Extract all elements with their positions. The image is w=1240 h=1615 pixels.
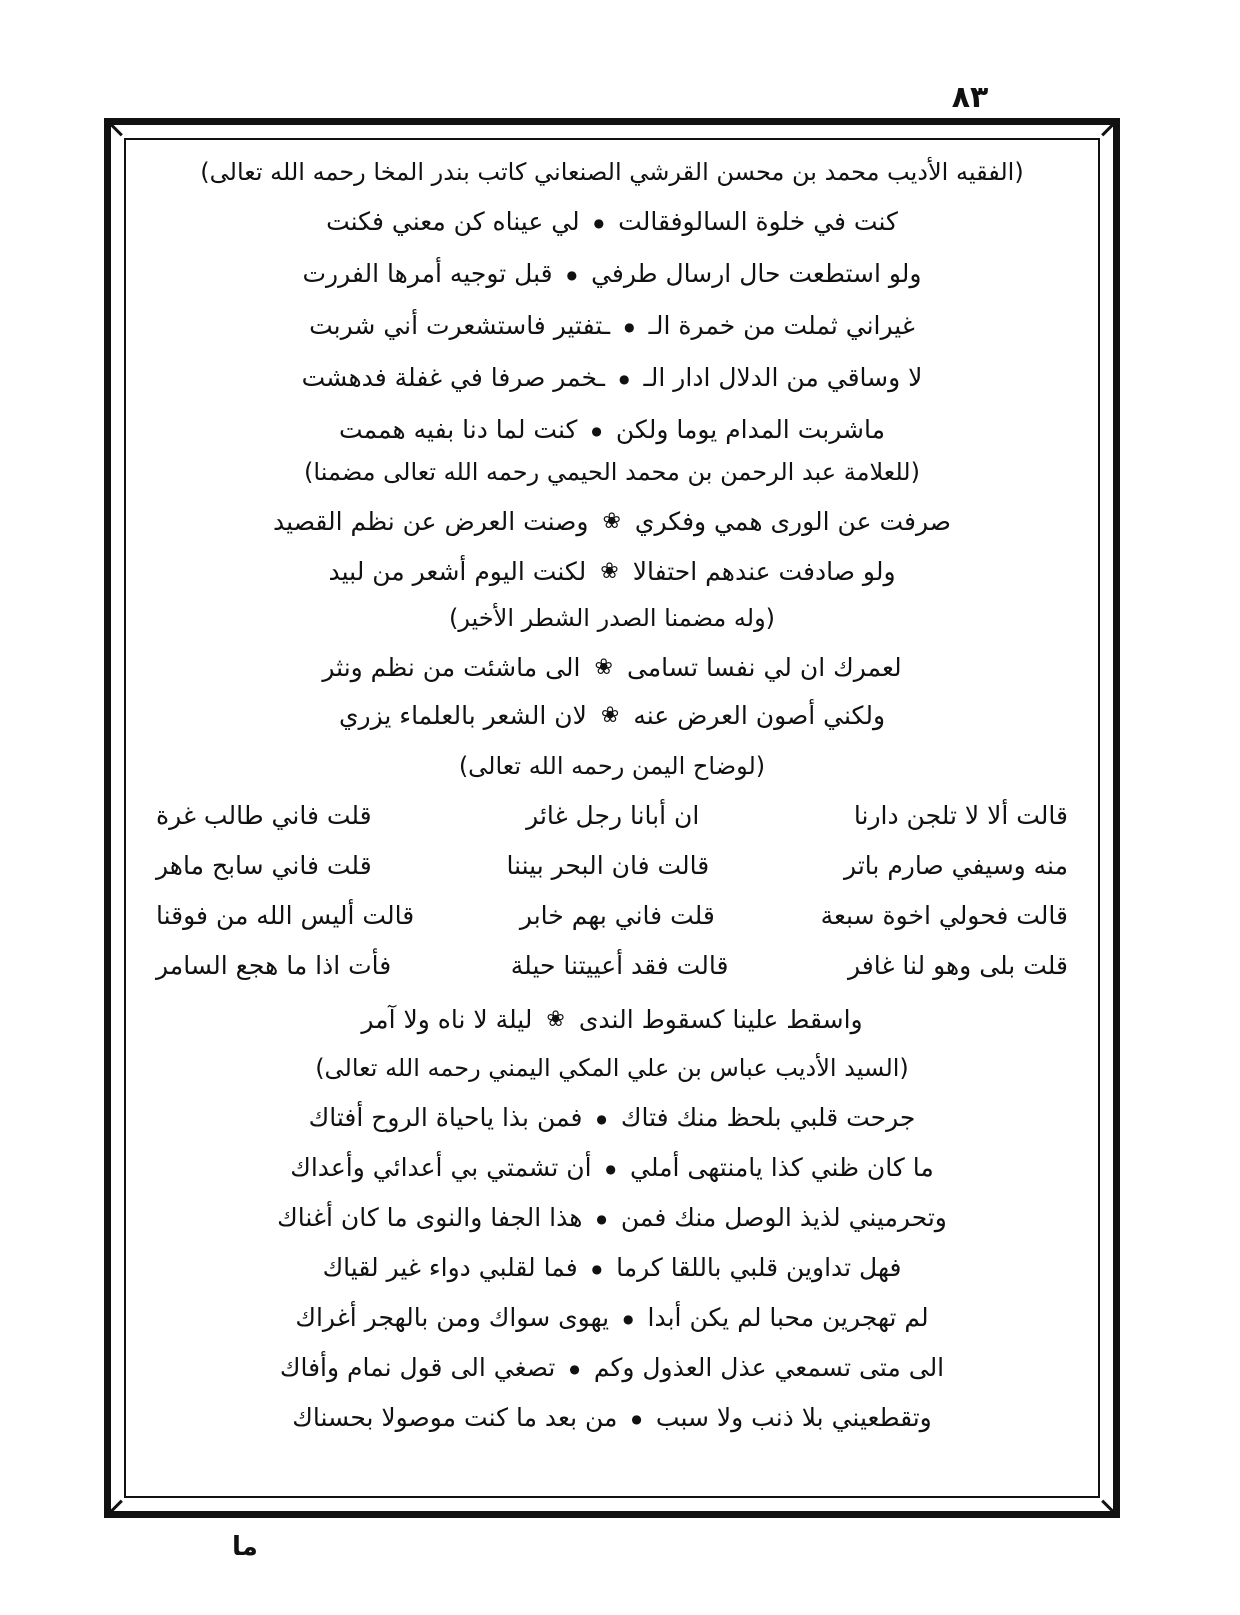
verse-segment: ان أبانا رجل غائر	[526, 801, 700, 830]
muwashshah-line	[140, 944, 1084, 988]
verse-first-hemistich: الى متى تسمعي عذل العذول وكم	[593, 1353, 945, 1382]
verse-line	[140, 252, 1084, 296]
verse-second-hemistich: ـتفتير فاستشعرت أني شربت	[309, 311, 611, 340]
verse-second-hemistich: هذا الجفا والنوى ما كان أغناك	[277, 1203, 583, 1232]
verse-line	[140, 1146, 1084, 1190]
verse-first-hemistich: ولكني أصون العرض عنه	[633, 701, 886, 730]
flower-separator-icon	[601, 694, 619, 739]
flower-separator-icon	[602, 500, 620, 545]
verse-first-hemistich: ماشربت المدام يوما ولكن	[615, 415, 885, 444]
verse-second-hemistich: أن تشمتي بي أعدائي وأعداك	[290, 1153, 592, 1182]
muwashshah-line	[140, 844, 1084, 888]
verse-second-hemistich: تصغي الى قول نمام وأفاك	[279, 1353, 556, 1382]
section-heading: (وله مضمنا الصدر الشطر الأخير)	[448, 604, 776, 632]
section-heading: (السيد الأديب عباس بن علي المكي اليمني رحمه الله تعالى)	[315, 1054, 909, 1082]
verse-line	[140, 1396, 1084, 1440]
section-heading: (للعلامة عبد الرحمن بن محمد الحيمي رحمه الله تعالى مضمنا)	[304, 458, 920, 486]
dot-separator-icon	[623, 1296, 633, 1341]
verse-first-hemistich: ولو استطعت حال ارسال طرفي	[591, 259, 922, 288]
verse-segment: قالت فان البحر بيننا	[506, 851, 710, 880]
verse-second-hemistich: فمن بذا ياحياة الروح أفتاك	[308, 1103, 583, 1132]
verse-second-hemistich: كنت لما دنا بفيه هممت	[339, 415, 578, 444]
poem-content	[140, 150, 1084, 1490]
verse-segment: فأت اذا ما هجع السامر	[156, 951, 392, 980]
verse-first-hemistich: فهل تداوين قلبي باللقا كرما	[616, 1253, 902, 1282]
verse-segment: منه وسيفي صارم باتر	[844, 851, 1068, 880]
verse-first-hemistich: كنت في خلوة السالوفقالت	[618, 207, 898, 236]
verse-line	[140, 694, 1084, 738]
page-number: ٨٣	[951, 80, 989, 115]
verse-line	[140, 304, 1084, 348]
verse-segment: قالت فحولي اخوة سبعة	[820, 901, 1068, 930]
section-heading: (لوضاح اليمن رحمه الله تعالى)	[458, 752, 766, 780]
verse-line	[140, 200, 1084, 244]
dot-separator-icon	[596, 1196, 606, 1241]
dot-separator-icon	[631, 1396, 641, 1441]
verse-first-hemistich: لا وساقي من الدلال ادار الـ	[643, 363, 923, 392]
verse-first-hemistich: ولو صادفت عندهم احتفالا	[632, 557, 896, 586]
verse-segment: قلت فاني بهم خابر	[519, 901, 715, 930]
verse-segment: قالت فقد أعييتنا حيلة	[510, 951, 729, 980]
verse-first-hemistich: جرحت قلبي بلحظ منك فتاك	[620, 1103, 916, 1132]
verse-segment: قالت ألا لا تلجن دارنا	[853, 801, 1068, 830]
verse-second-hemistich: من بعد ما كنت موصولا بحسناك	[292, 1403, 618, 1432]
verse-first-hemistich: لم تهجرين محبا لم يكن أبدا	[647, 1303, 929, 1332]
verse-line	[140, 1246, 1084, 1290]
verse-line	[140, 1096, 1084, 1140]
muwashshah-line	[140, 794, 1084, 838]
verse-line	[140, 1346, 1084, 1390]
verse-first-hemistich: لعمرك ان لي نفسا تسامى	[626, 653, 902, 682]
verse-line	[140, 1296, 1084, 1340]
verse-second-hemistich: ـخمر صرفا في غفلة فدهشت	[301, 363, 605, 392]
flower-separator-icon	[546, 998, 564, 1043]
catchword: ما	[232, 1532, 258, 1562]
verse-second-hemistich: الى ماشئت من نظم ونثر	[322, 653, 581, 682]
verse-second-hemistich: فما لقلبي دواء غير لقياك	[322, 1253, 578, 1282]
section-heading: (الفقيه الأديب محمد بن محسن القرشي الصنعاني كاتب بندر المخا رحمه الله تعالى)	[200, 158, 1024, 186]
verse-second-hemistich: لي عيناه كن معني فكنت	[326, 207, 580, 236]
flower-separator-icon	[600, 550, 618, 595]
dot-separator-icon	[591, 408, 601, 453]
dot-separator-icon	[619, 356, 629, 401]
verse-first-hemistich: ما كان ظني كذا يامنتهى أملي	[630, 1153, 934, 1182]
dot-separator-icon	[596, 1096, 606, 1141]
verse-second-hemistich: ليلة لا ناه ولا آمر	[361, 1005, 533, 1034]
dot-separator-icon	[624, 304, 634, 349]
verse-second-hemistich: لان الشعر بالعلماء يزري	[338, 701, 587, 730]
dot-separator-icon	[594, 200, 604, 245]
verse-second-hemistich: قبل توجيه أمرها الفررت	[302, 259, 553, 288]
verse-first-hemistich: وتقطعيني بلا ذنب ولا سبب	[655, 1403, 932, 1432]
verse-first-hemistich: صرفت عن الورى همي وفكري	[634, 507, 951, 536]
muwashshah-line	[140, 894, 1084, 938]
verse-line	[140, 646, 1084, 690]
verse-line	[140, 500, 1084, 544]
dot-separator-icon	[567, 252, 577, 297]
verse-segment: قلت بلى وهو لنا غافر	[847, 951, 1068, 980]
verse-first-hemistich: واسقط علينا كسقوط الندى	[578, 1005, 863, 1034]
verse-line	[140, 998, 1084, 1042]
verse-line	[140, 408, 1084, 452]
verse-second-hemistich: يهوى سواك ومن بالهجر أغراك	[295, 1303, 610, 1332]
dot-separator-icon	[592, 1246, 602, 1291]
verse-line	[140, 1196, 1084, 1240]
verse-second-hemistich: وصنت العرض عن نظم القصيد	[273, 507, 589, 536]
verse-segment: قلت فاني طالب غرة	[156, 801, 372, 830]
dot-separator-icon	[569, 1346, 579, 1391]
verse-segment: قالت أليس الله من فوقنا	[156, 901, 415, 930]
verse-segment: قلت فاني سابح ماهر	[156, 851, 372, 880]
verse-line	[140, 550, 1084, 594]
verse-second-hemistich: لكنت اليوم أشعر من لبيد	[328, 557, 587, 586]
verse-first-hemistich: وتحرميني لذيذ الوصل منك فمن	[620, 1203, 947, 1232]
verse-line	[140, 356, 1084, 400]
verse-first-hemistich: غيراني ثملت من خمرة الـ	[648, 311, 915, 340]
flower-separator-icon	[595, 646, 613, 691]
dot-separator-icon	[606, 1146, 616, 1191]
